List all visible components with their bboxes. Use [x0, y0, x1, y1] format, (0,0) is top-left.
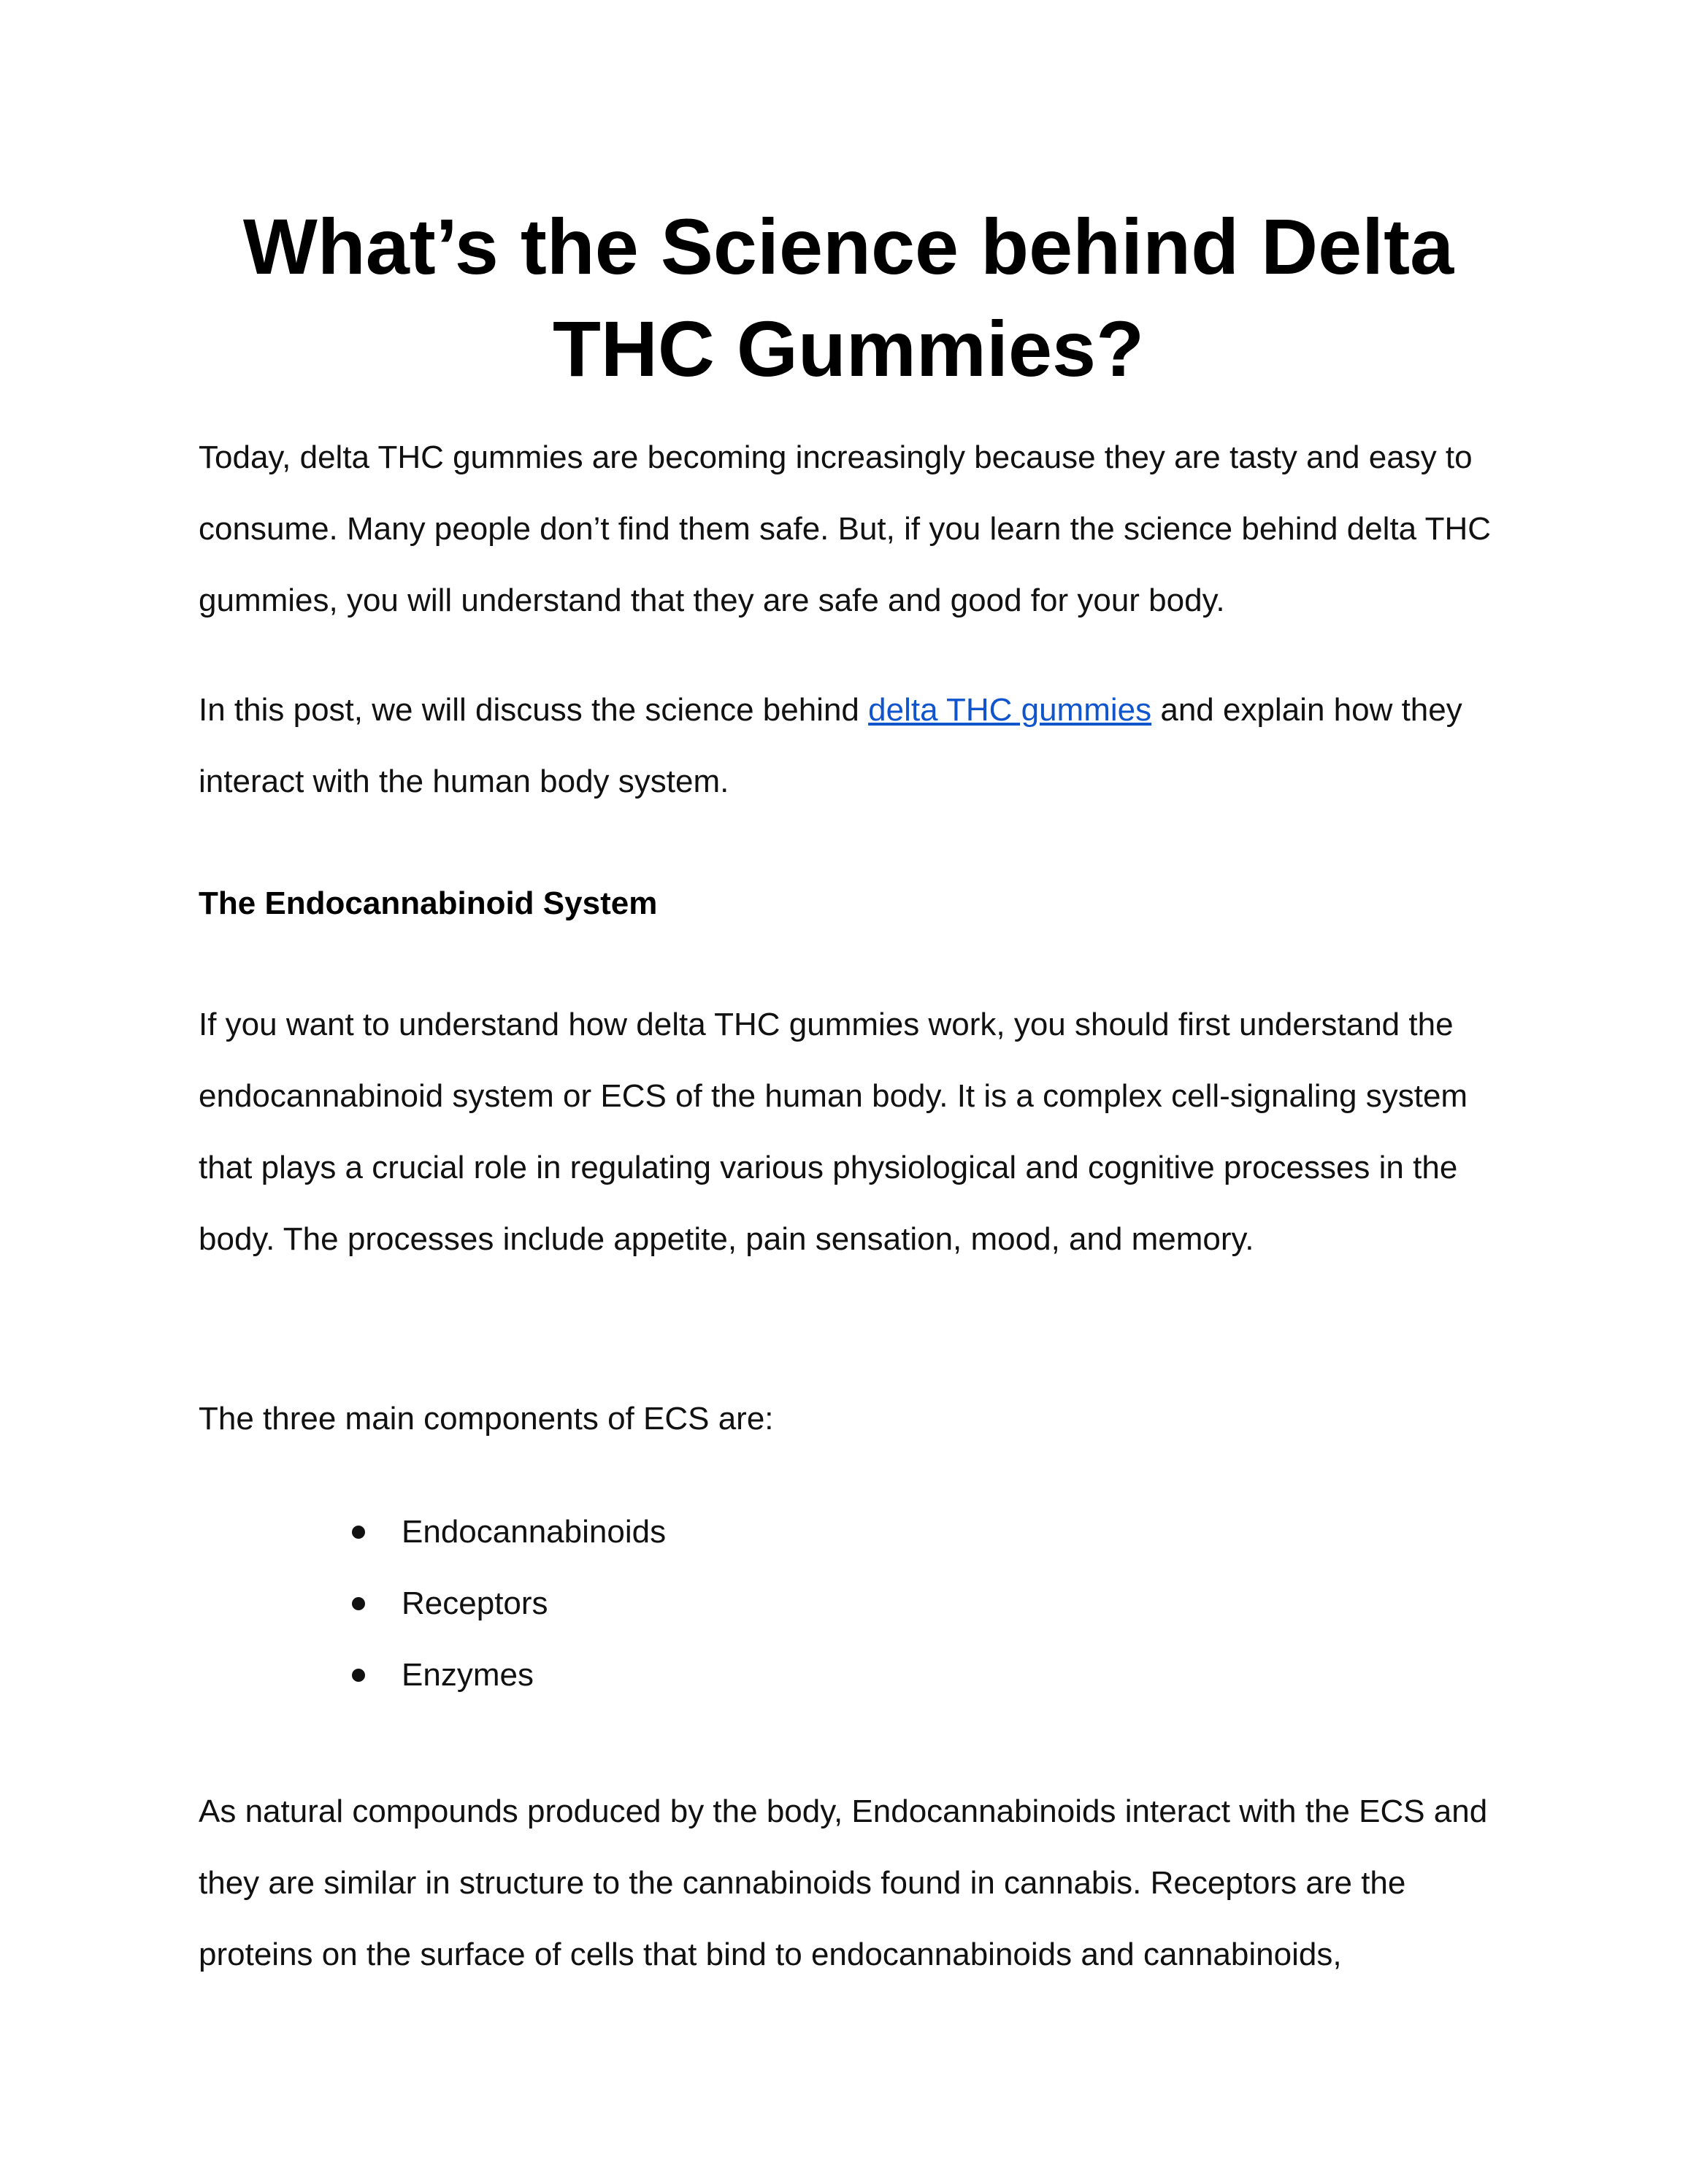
- post-intro-text-after: and explain how they interact with the human body system.: [199, 692, 1462, 799]
- list-item-label: Receptors: [402, 1585, 548, 1621]
- list-item-label: Endocannabinoids: [402, 1514, 667, 1550]
- post-intro-paragraph: [199, 674, 1498, 818]
- post-intro-text-before: In this post, we will discuss the science behind: [199, 692, 869, 728]
- bullet-icon: [352, 1597, 365, 1610]
- section-heading: The Endocannabinoid System: [199, 885, 658, 921]
- closing-paragraph: As natural compounds produced by the body, Endocannabinoids interact with the ECS and they are similar in structure to the cannabinoids found in cannabis. Receptors are the proteins on the surface of cells that bind to endocannabinoids and cannabinoids,: [199, 1793, 1488, 1972]
- delta-thc-gummies-link[interactable]: delta THC gummies: [868, 692, 1152, 728]
- list-item: [352, 1568, 666, 1639]
- list-item-label: Enzymes: [402, 1657, 534, 1693]
- bullet-icon: [352, 1669, 365, 1682]
- list-item: [352, 1496, 666, 1568]
- document-title: What’s the Science behind Delta THC Gummies?: [242, 202, 1454, 393]
- components-intro: The three main components of ECS are:: [199, 1401, 774, 1437]
- ecs-paragraph: If you want to understand how delta THC gummies work, you should first understand the endocannabinoid system or ECS of the human body. It is a complex cell-signaling system that plays a crucial role in regulating various physiological and cognitive processes in the body. The processes include appetite, pain sensation, mood, and memory.: [199, 1007, 1468, 1257]
- intro-paragraph: Today, delta THC gummies are becoming increasingly because they are tasty and easy to consume. Many people don’t find them safe. But, if you learn the science behind delta THC gummies, you will understand that they are safe and good for your body.: [199, 439, 1491, 618]
- components-list: [352, 1496, 666, 1711]
- bullet-icon: [352, 1526, 365, 1539]
- list-item: [352, 1639, 666, 1711]
